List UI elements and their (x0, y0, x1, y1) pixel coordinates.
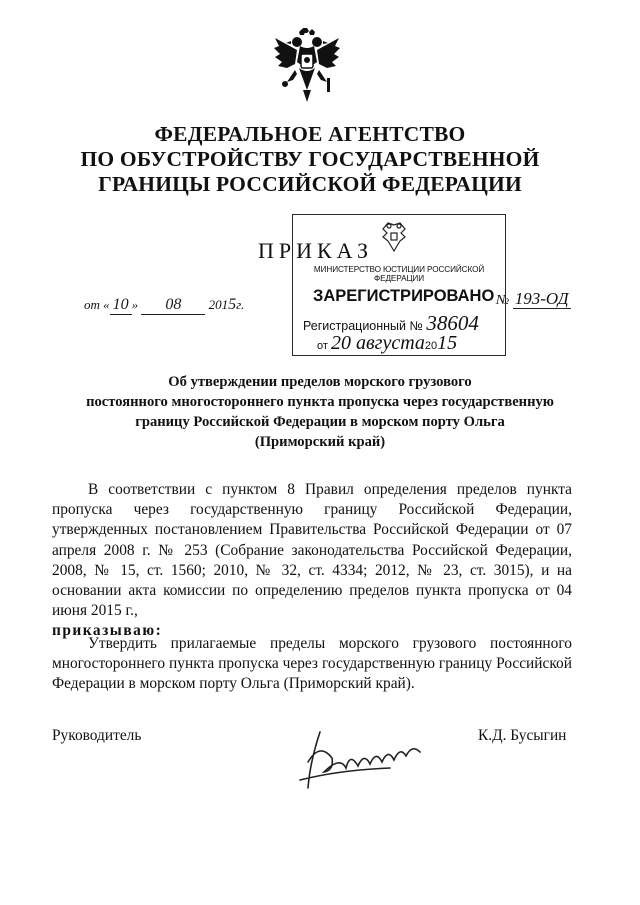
agency-line-1: ФЕДЕРАЛЬНОЕ АГЕНТСТВО (154, 122, 466, 146)
agency-name (60, 122, 560, 197)
stamp-ministry: МИНИСТЕРСТВО ЮСТИЦИИ РОССИЙСКОЙ ФЕДЕРАЦИИ (313, 265, 485, 283)
date-prefix: от « (84, 297, 110, 312)
subject-line-1: Об утверждении пределов морского грузового (168, 374, 472, 390)
body-paragraph-1 (52, 480, 572, 642)
order-number-value: 193-ОД (514, 289, 569, 308)
subject-line-2: постоянного многостороннего пункта пропуска через государственную (86, 394, 554, 410)
signer-title: Руководитель (52, 727, 142, 744)
date-g: г. (236, 297, 245, 312)
subject-line-4: (Приморский край) (254, 434, 386, 450)
order-date (84, 296, 244, 315)
subject-line-3: границу Российской Федерации в морском порту Ольга (135, 414, 505, 430)
agency-line-2: ПО ОБУСТРОЙСТВУ ГОСУДАРСТВЕННОЙ (80, 147, 540, 171)
date-year-suffix: 5 (228, 296, 237, 313)
handwritten-signature (280, 722, 440, 792)
stamp-registration-date (317, 332, 457, 355)
date-day: 10 (110, 296, 132, 315)
date-year-prefix: 201 (208, 297, 229, 312)
body-paragraph-2: Утвердить прилагаемые пределы морского грузового постоянного многостороннего пункта пропуска через государственную границу Российской Федерации в морском порту Ольга (Приморский край). (52, 635, 572, 693)
stamp-date-prefix: от (317, 340, 328, 352)
russian-double-headed-eagle-icon (273, 28, 341, 110)
stamp-year-suffix: 15 (437, 332, 458, 354)
stamp-reg-number: 38604 (426, 311, 479, 335)
agency-line-3: ГРАНИЦЫ РОССИЙСКОЙ ФЕДЕРАЦИИ (98, 172, 522, 196)
stamp-registered: ЗАРЕГИСТРИРОВАНО (313, 287, 495, 305)
document-type-title: ПРИКАЗ (258, 238, 374, 263)
stamp-year-prefix: 20 (424, 340, 438, 352)
date-mid: » (131, 297, 139, 312)
order-number (496, 289, 571, 309)
russian-eagle-stamp-icon (379, 221, 409, 255)
registration-stamp (292, 214, 506, 356)
stamp-date: 20 августа (330, 332, 425, 354)
stamp-reg-label: Регистрационный № (303, 319, 423, 333)
order-number-sign: № (496, 293, 510, 308)
paragraph-1-text: В соответствии с пунктом 8 Правил определения пределов пункта пропуска через государственную границу Российской Федерации, утвержденных постановлением Правительства Российской Федерации от 07 апреля 2008 г. № 253 (Собрание законодательства Российской Федерации, 2008, № 15, ст. 1560; 2010, № 32, ст. 4334; 2012, № 23, ст. 3015), и на основании акта комиссии по определению пределов пункта пропуска от 04 июня 2015 г., (52, 481, 572, 620)
order-subject (60, 372, 580, 452)
date-month: 08 (141, 296, 205, 315)
signer-name: К.Д. Бусыгин (478, 727, 567, 744)
order-word: приказываю: (52, 622, 163, 640)
